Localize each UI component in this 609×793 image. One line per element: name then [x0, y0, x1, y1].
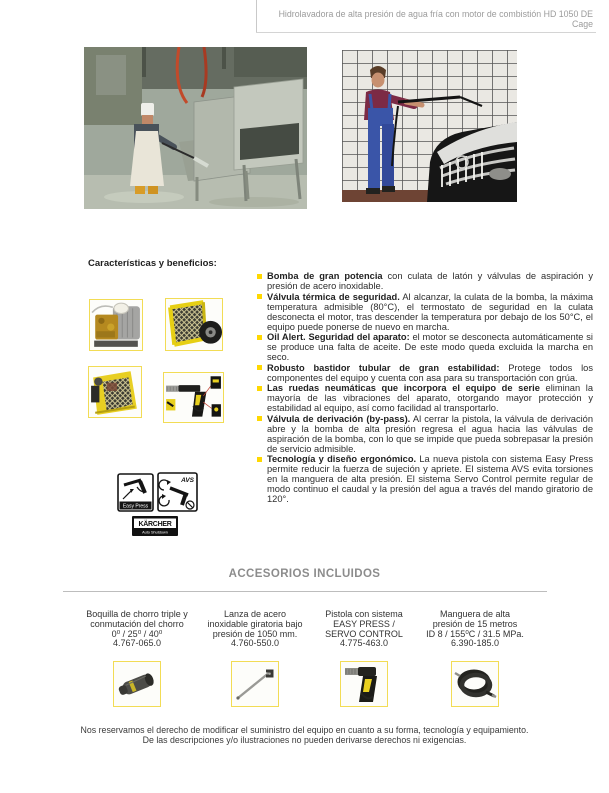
feature-item — [257, 363, 593, 383]
accessory-name: Boquilla de chorro triple y conmutación del chorro 0⁰ / 25⁰ / 40⁰ — [86, 609, 188, 639]
feature-body: Al alcanzar, la culata de la bomba, la máxima temperatura admisible (80°C), el termostato de seguridad en la culata desconecta el motor, tras descender la temperatura por debajo de los 50°C, el equipo puede ponerse de nuevo en marcha. — [267, 291, 593, 332]
accessory-lance — [196, 610, 314, 707]
feature-lead: Las ruedas neumáticas que incorpora el equipo de serie — [267, 383, 540, 393]
footer-disclaimer — [0, 725, 609, 745]
feature-body: el motor se desconecta automáticamente si se produce una falta de aceite. De este modo queda excluida la marcha en seco. — [267, 332, 593, 362]
steel-lance-image — [232, 662, 278, 706]
karcher-logo — [132, 516, 178, 536]
feature-body: La nueva pistola con sistema Easy Press permite reducir la fuerza de sujeción y apriete. El sistema AVS evita torsiones en la manguera de alta presión. El sistema Servo Control permite regular de modo continuo el caudal y la presión del agua a través del mando giratorio de 120°. — [267, 454, 593, 504]
feature-body: Al cerrar la pistola, la válvula de derivación abre y la bomba de alta presión regresa el agua hacia las válvulas de aspiración de la bomba, con lo que se impide que pueda sobrepasar la presión de servicio admisible. — [267, 413, 593, 454]
accessory-code: 4.775-463.0 — [339, 638, 389, 649]
yellow-machine-image — [89, 367, 141, 417]
header-horizontal-divider — [256, 32, 596, 33]
avs-badge — [157, 472, 198, 512]
hose-image-frame — [451, 661, 499, 707]
bullet-square-icon — [257, 386, 262, 391]
accessory-hose — [416, 610, 534, 707]
triple-nozzle-image — [114, 662, 160, 706]
accessory-name: Pistola con sistema EASY PRESS / SERVO CONTROL — [325, 609, 403, 639]
bullet-square-icon — [257, 294, 262, 299]
feature-lead: Tecnología y diseño ergonómico. — [267, 454, 417, 464]
accessories-divider — [63, 591, 547, 592]
gun-image-frame — [340, 661, 388, 707]
easy-press-badge — [117, 473, 154, 512]
feature-item — [257, 383, 593, 413]
feature-item — [257, 414, 593, 454]
page-title: Hidrolavadora de alta presión de agua fría con motor de combistión HD 1050 DE Cage — [278, 9, 593, 29]
karcher-wordmark: KÄRCHER — [138, 521, 172, 529]
accessory-code: 4.767-065.0 — [112, 638, 162, 649]
accessory-name: Manguera de alta presión de 15 metros ID 8 / 155⁰C / 31.5 MPa. — [426, 609, 524, 639]
footer-line-1: Nos reservamos el derecho de modificar el suministro del equipo en cuanto a su forma, tecnología y equipamiento. — [80, 725, 529, 735]
features-list — [257, 271, 593, 505]
accessory-code: 6.390-185.0 — [450, 638, 500, 649]
pressure-hose-image — [452, 662, 498, 706]
car-wash-photo — [342, 50, 517, 202]
feature-lead: Robusto bastidor tubular de gran estabilidad: — [267, 362, 500, 373]
bullet-square-icon — [257, 335, 262, 340]
feature-item — [257, 332, 593, 362]
features-heading: Características y beneficios: — [88, 258, 217, 269]
feature-body: con culata de latón y válvulas de aspiración y presión de acero inoxidable. — [267, 271, 593, 291]
accessory-code: 4.760-550.0 — [230, 638, 280, 649]
accessory-nozzle — [73, 610, 201, 707]
easy-press-label: Easy Press — [122, 503, 149, 510]
pump-thumbnail — [89, 299, 143, 351]
karcher-sublabel: Auto Shutdown — [142, 530, 168, 535]
wheel-frame-thumbnail — [165, 298, 223, 351]
footer-line-2: De las descripciones y/o ilustraciones no pueden derivarse derechos ni exigencias. — [142, 735, 467, 745]
brass-pump-image — [90, 300, 142, 350]
header-vertical-divider — [256, 0, 257, 32]
accessories-heading: ACCESORIOS INCLUIDOS — [228, 568, 381, 580]
avs-label: AVS — [181, 477, 194, 484]
feature-body: Protege todos los componentes del equipo y cuenta con asa para su transportación con grúa. — [267, 362, 593, 383]
feature-lead: Válvula térmica de seguridad. — [267, 291, 400, 302]
machine-thumbnail — [88, 366, 142, 418]
nozzle-image-frame — [113, 661, 161, 707]
feature-item — [257, 271, 593, 291]
feature-item — [257, 292, 593, 332]
accessory-name: Lanza de acero inoxidable giratoria bajo presión de 1050 mm. — [207, 609, 303, 639]
bullet-square-icon — [257, 457, 262, 462]
bullet-square-icon — [257, 274, 262, 279]
feature-body: eliminan la mayoría de las vibraciones del aparato, otorgando mayor protección y estabilidad al equipo, así como facilidad al transportarlo. — [267, 383, 594, 413]
accessory-gun — [306, 610, 422, 707]
lance-image-frame — [231, 661, 279, 707]
easy-press-gun-image — [341, 662, 387, 706]
bullet-square-icon — [257, 416, 262, 421]
gun-thumbnail — [163, 372, 224, 423]
feature-lead: Oil Alert. Seguridad del aparato: — [267, 332, 410, 342]
bullet-square-icon — [257, 365, 262, 370]
industrial-cleaning-photo — [84, 47, 307, 209]
feature-lead: Válvula de derivación (by-pass). — [267, 413, 411, 424]
spray-gun-diagram-image — [164, 373, 223, 422]
feature-lead: Bomba de gran potencia — [267, 271, 383, 281]
feature-item — [257, 454, 593, 504]
pneumatic-wheel-image — [166, 299, 222, 350]
